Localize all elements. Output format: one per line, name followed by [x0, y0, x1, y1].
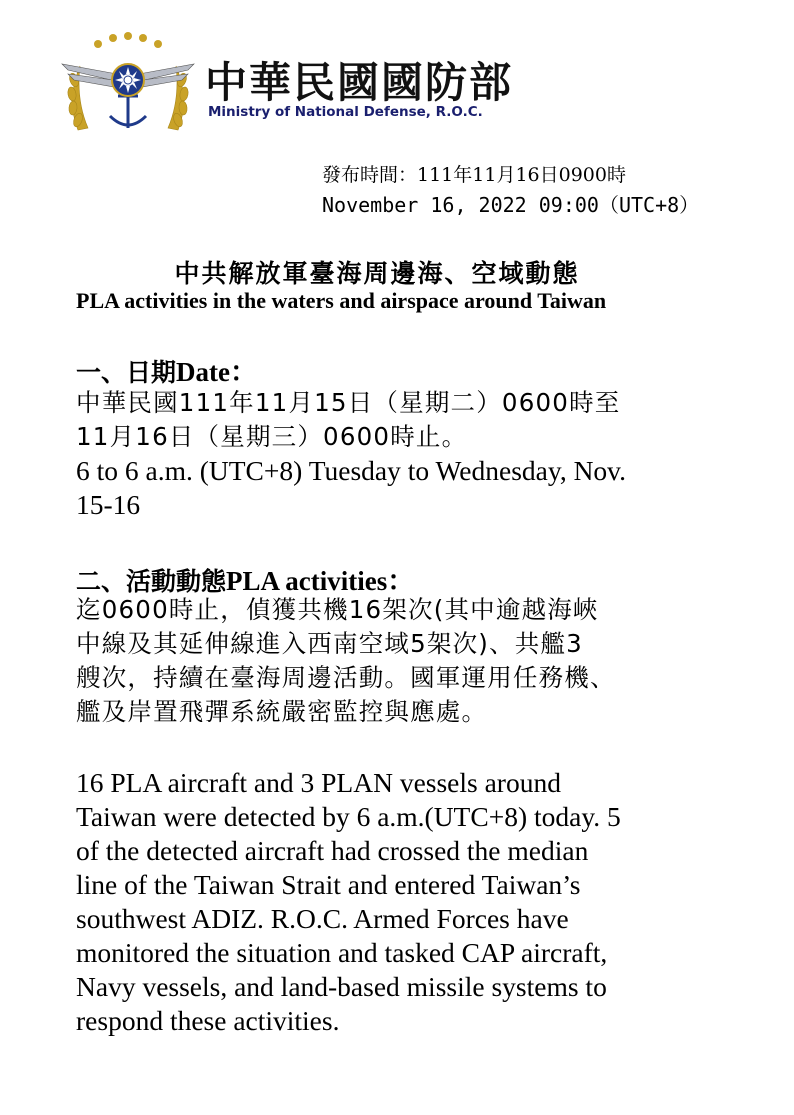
activities-zh-line: 艦及岸置飛彈系統嚴密監控與應處。 [76, 697, 488, 726]
section-date-heading [76, 350, 257, 389]
activities-en-line: Navy vessels, and land-based missile systems to [76, 971, 607, 1002]
activities-zh-line: 艘次，持續在臺海周邊活動。國軍運用任務機、 [76, 663, 616, 692]
section-date-body [76, 387, 736, 523]
activities-en-line: Taiwan were detected by 6 a.m.(UTC+8) today. 5 [76, 801, 621, 832]
activities-en-line: of the detected aircraft had crossed the median [76, 835, 589, 866]
mnd-emblem-icon [58, 30, 198, 140]
section-date-heading-zh: 一、日期 [76, 358, 177, 387]
activities-zh-line: 中線及其延伸線進入西南空域5架次)、共艦3 [76, 629, 583, 658]
release-time [322, 160, 699, 220]
title-zh [0, 254, 794, 290]
activities-en-line: line of the Taiwan Strait and entered Taiwan’s [76, 869, 581, 900]
section-date-heading-en: Date： [176, 357, 257, 387]
section-activities-en-body [76, 767, 736, 1039]
date-zh-line: 中華民國111年11月15日（星期二）0600時至 [76, 388, 621, 417]
date-zh-line: 11月16日（星期三）0600時止。 [76, 422, 468, 451]
title-zh-text: 中共解放軍臺海周邊海、空域動態 [174, 259, 580, 288]
section-activities-zh-body [76, 594, 736, 730]
title-en: PLA activities in the waters and airspace around Taiwan [76, 288, 607, 313]
section-activities-heading [76, 559, 414, 598]
section-activities-heading-en: PLA activities： [226, 566, 415, 596]
org-name-en: Ministry of National Defense, R.O.C. [208, 104, 483, 120]
activities-en-line: monitored the situation and tasked CAP aircraft, [76, 937, 608, 968]
activities-en-line: southwest ADIZ. R.O.C. Armed Forces have [76, 903, 569, 934]
org-name-zh: 中華民國國防部 [205, 58, 514, 107]
release-time-zh: 發布時間：111年11月16日0900時 [322, 164, 626, 186]
section-activities-heading-zh: 二、活動動態 [76, 567, 227, 596]
activities-zh-line: 迄0600時止，偵獲共機16架次(其中逾越海峽 [76, 595, 599, 624]
date-en-line: 6 to 6 a.m. (UTC+8) Tuesday to Wednesday, Nov. [76, 455, 627, 486]
release-time-en: November 16, 2022 09:00（UTC+8） [322, 193, 700, 217]
activities-en-line: 16 PLA aircraft and 3 PLAN vessels around [76, 767, 561, 798]
date-en-line: 15-16 [76, 489, 141, 520]
activities-en-line: respond these activities. [76, 1005, 340, 1036]
